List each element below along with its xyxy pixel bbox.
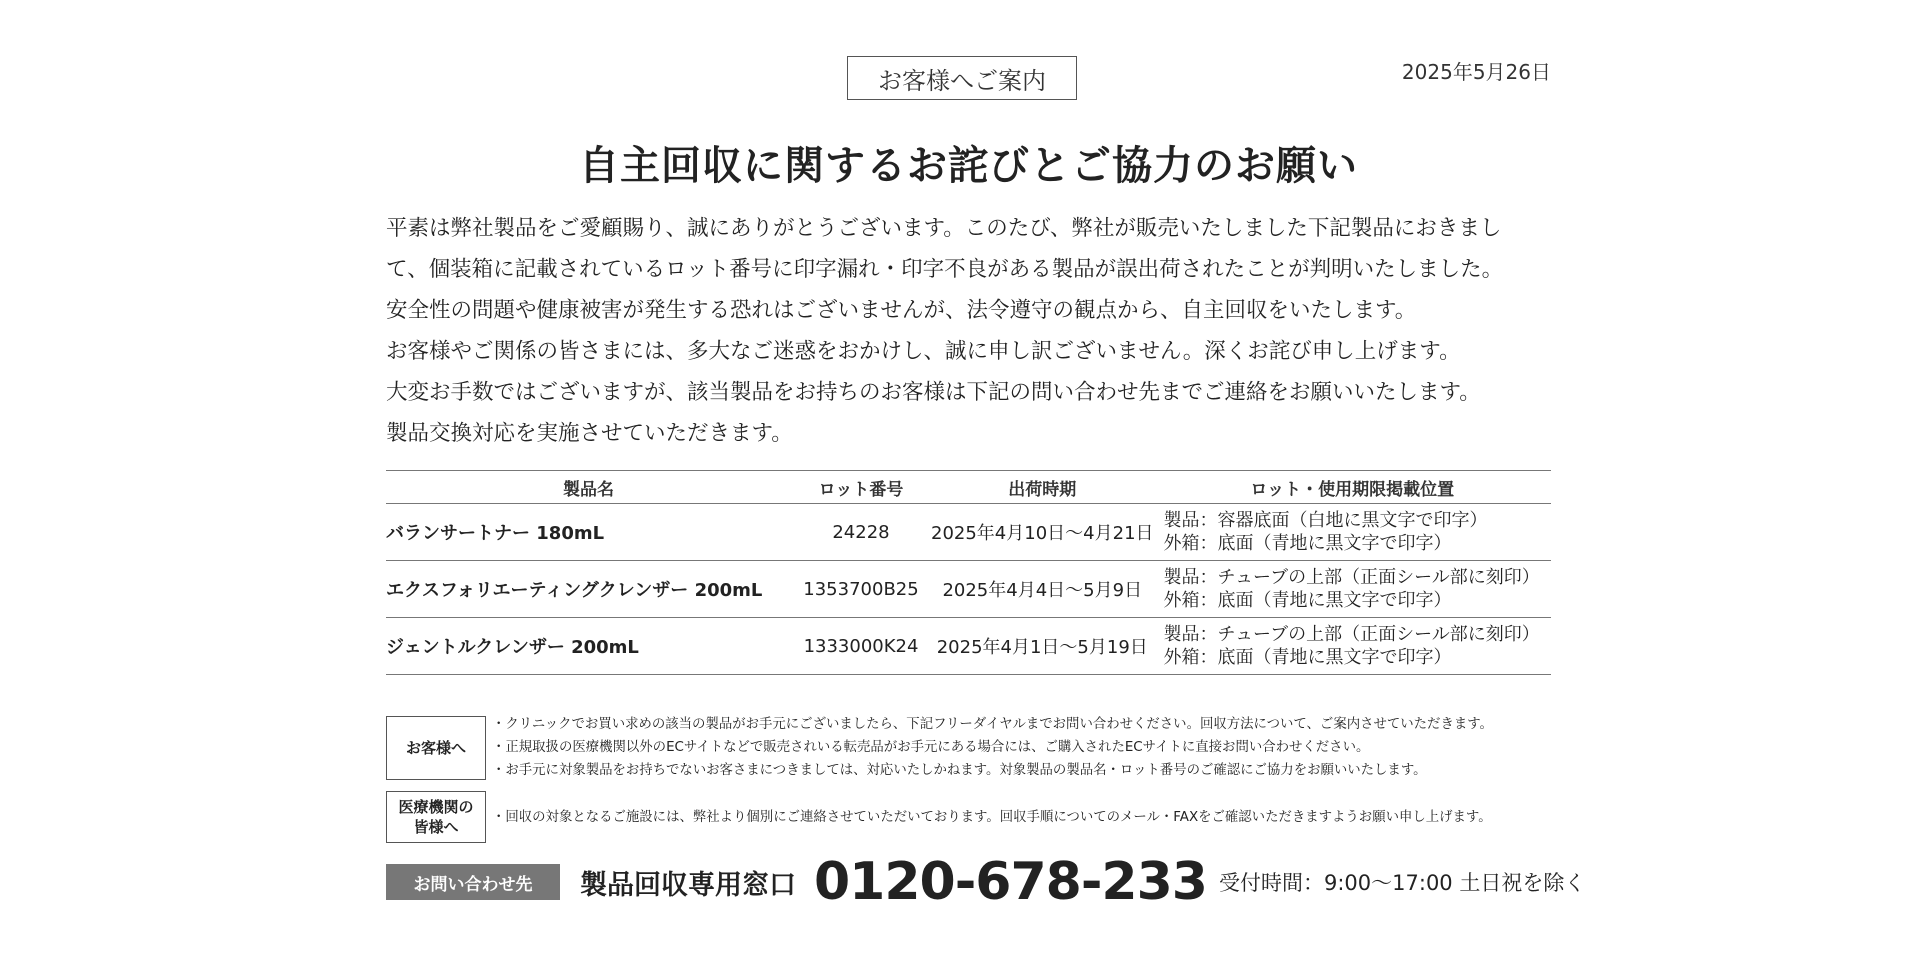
header-product-name: 製品名 (386, 471, 791, 504)
position-box: 外箱：底面（青地に黒文字で印字） (1163, 533, 1452, 554)
lot-number: 24228 (791, 504, 931, 561)
contact-hours: 受付時間：9:00〜17:00 土日祝を除く (1218, 871, 1586, 895)
customers-notes (492, 713, 1493, 782)
contact-phone[interactable]: 0120-678-233 (814, 852, 1207, 912)
intro-line: 大変お手数ではございますが、該当製品をお持ちのお客様は下記の問い合わせ先までご連絡をお願いいたします。 (386, 380, 1481, 405)
table-row (386, 618, 1551, 675)
product-name: ジェントルクレンザー 200mL (386, 618, 791, 675)
intro-line: 安全性の問題や健康被害が発生する恐れはございませんが、法令遵守の観点から、自主回収をいたします。 (386, 298, 1417, 323)
lot-position (1154, 618, 1551, 675)
customers-label-box (386, 716, 486, 780)
customers-info (386, 713, 1551, 782)
table-row (386, 561, 1551, 618)
medical-label-box (386, 791, 486, 843)
medical-label-line: 皆様へ (413, 818, 459, 836)
intro-line: 平素は弊社製品をご愛顧賜り、誠にありがとうございます。このたび、弊社が販売いたしました下記製品におきまし (386, 216, 1502, 241)
header-lot-position: ロット・使用期限掲載位置 (1154, 471, 1551, 504)
shipping-period: 2025年4月10日〜4月21日 (931, 504, 1154, 561)
shipping-period: 2025年4月1日〜5月19日 (931, 618, 1154, 675)
table-header-row (386, 471, 1551, 504)
lot-number: 1333000K24 (791, 618, 931, 675)
intro-paragraph (386, 208, 1551, 454)
position-product: 製品：チューブの上部（正面シール部に刻印） (1163, 624, 1540, 645)
intro-line: 製品交換対応を実施させていただきます。 (386, 421, 793, 446)
position-product: 製品：容器底面（白地に黒文字で印字） (1163, 510, 1488, 531)
lot-position (1154, 561, 1551, 618)
header-lot-number: ロット番号 (791, 471, 931, 504)
notice-date: 2025年5月26日 (1401, 60, 1551, 84)
table-row (386, 504, 1551, 561)
position-box: 外箱：底面（青地に黒文字で印字） (1163, 590, 1452, 611)
medical-notes (492, 806, 1492, 829)
product-name: エクスフォリエーティングクレンザー 200mL (386, 561, 791, 618)
product-table (386, 470, 1551, 675)
product-name: バランサートナー 180mL (386, 504, 791, 561)
shipping-period: 2025年4月4日〜5月9日 (931, 561, 1154, 618)
customers-note-line: ・お手元に対象製品をお持ちでないお客さまにつきましては、対応いたしかねます。対象製品の製品名・ロット番号のご確認にご協力をお願いいたします。 (492, 763, 1427, 778)
contact-label: お問い合わせ先 (386, 864, 560, 900)
customers-label: お客様へ (405, 738, 466, 757)
page-title: 自主回収に関するお詫びとご協力のお願い (579, 143, 1358, 189)
lot-position (1154, 504, 1551, 561)
position-product: 製品：チューブの上部（正面シール部に刻印） (1163, 567, 1540, 588)
contact-bar (386, 852, 1586, 912)
notice-label: お客様へご案内 (878, 66, 1046, 95)
position-box: 外箱：底面（青地に黒文字で印字） (1163, 647, 1452, 668)
medical-info (386, 791, 1551, 843)
header-shipping-period: 出荷時期 (931, 471, 1154, 504)
customers-note-line: ・正規取扱の医療機関以外のECサイトなどで販売されいる転売品がお手元にある場合には、ご購入されたECサイトに直接お問い合わせください。 (492, 740, 1370, 755)
lot-number: 1353700B25 (791, 561, 931, 618)
medical-note-line: ・回収の対象となるご施設には、弊社より個別にご連絡させていただいております。回収手順についてのメール・FAXをご確認いただきますようお願い申し上げます。 (492, 809, 1492, 825)
intro-line: お客様やご関係の皆さまには、多大なご迷惑をおかけし、誠に申し訳ございません。深くお詫び申し上げます。 (386, 339, 1461, 364)
medical-label (398, 797, 473, 837)
contact-window: 製品回収専用窓口 (580, 869, 796, 901)
medical-label-line: 医療機関の (398, 798, 474, 816)
intro-line: て、個装箱に記載されているロット番号に印字漏れ・印字不良がある製品が誤出荷されたことが判明いたしました。 (386, 257, 1504, 282)
customers-note-line: ・クリニックでお買い求めの該当の製品がお手元にございましたら、下記フリーダイヤルまでお問い合わせください。回収方法について、ご案内させていただきます。 (492, 717, 1493, 732)
notice-label-box (847, 56, 1077, 100)
